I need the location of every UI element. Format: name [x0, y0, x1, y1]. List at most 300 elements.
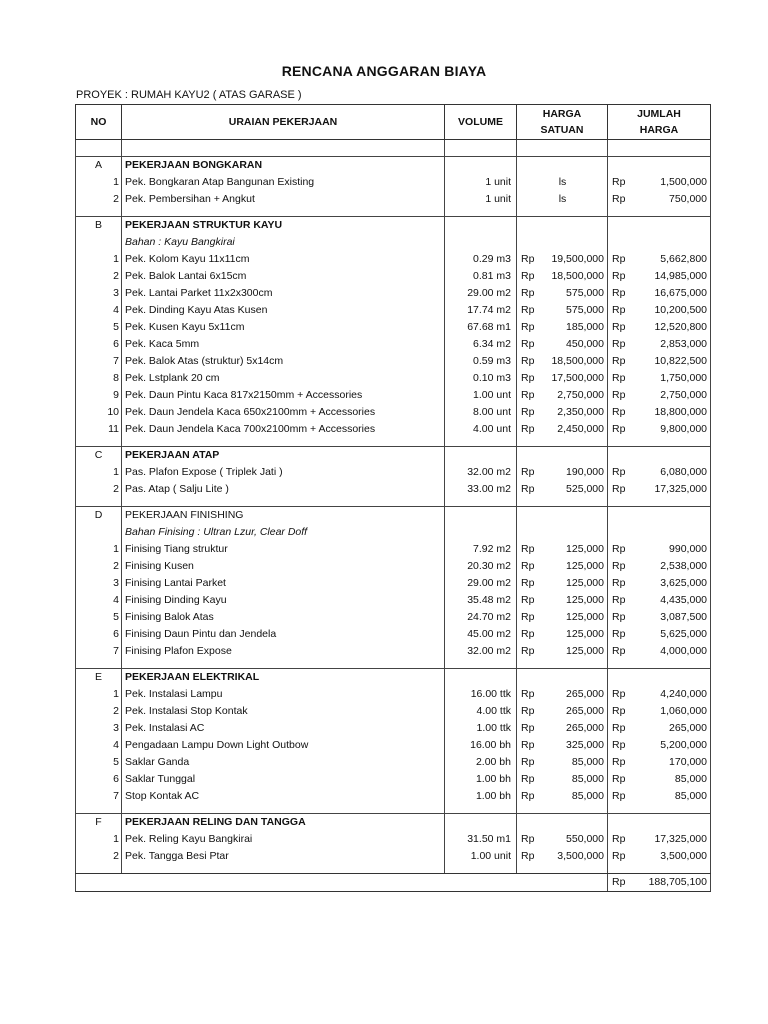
item-desc: Pek. Instalasi Lampu — [122, 686, 445, 703]
item-desc: Pek. Pembersihan + Angkut — [122, 191, 445, 208]
spacer-cell — [122, 498, 445, 507]
item-total — [608, 609, 711, 626]
table-row — [76, 626, 711, 643]
item-total — [608, 421, 711, 438]
item-total — [608, 575, 711, 592]
item-no: 8 — [76, 370, 122, 387]
section-title: PEKERJAAN FINISHING — [122, 507, 445, 525]
section-note: Bahan : Kayu Bangkirai — [122, 234, 445, 251]
spacer-cell — [608, 660, 711, 669]
unit-price-value: 85,000 — [571, 790, 604, 802]
total-value: 10,200,500 — [654, 304, 707, 316]
table-row — [76, 285, 711, 302]
item-unit-price — [517, 737, 608, 754]
item-desc: Finising Balok Atas — [122, 609, 445, 626]
section-row — [76, 507, 711, 525]
spacer-cell — [445, 140, 517, 149]
spacer-row — [76, 660, 711, 669]
total-value: 2,750,000 — [660, 389, 707, 401]
total-value: 5,662,800 — [660, 253, 707, 265]
currency-label: Rp — [521, 577, 535, 589]
item-desc: Pek. Daun Jendela Kaca 700x2100mm + Accessories — [122, 421, 445, 438]
section-code: F — [76, 814, 122, 832]
currency-label: Rp — [521, 645, 535, 657]
spacer-cell — [608, 498, 711, 507]
item-desc: Pek. Instalasi Stop Kontak — [122, 703, 445, 720]
currency-label: Rp — [521, 372, 535, 384]
currency-label: Rp — [612, 594, 626, 606]
currency-label: Rp — [612, 876, 626, 888]
item-volume: 33.00 m2 — [445, 481, 517, 498]
currency-label: Rp — [612, 253, 626, 265]
unit-price-value: ls — [558, 193, 567, 205]
item-unit-price — [517, 421, 608, 438]
item-no: 1 — [76, 831, 122, 848]
spacer-row — [76, 148, 711, 157]
spacer-cell — [517, 148, 608, 157]
empty-cell — [608, 669, 711, 687]
item-volume: 20.30 m2 — [445, 558, 517, 575]
section-note-row — [76, 524, 711, 541]
table-row — [76, 754, 711, 771]
item-total — [608, 737, 711, 754]
item-total — [608, 592, 711, 609]
item-no: 7 — [76, 643, 122, 660]
item-no: 3 — [76, 575, 122, 592]
currency-label: Rp — [612, 790, 626, 802]
item-desc: Pek. Dinding Kayu Atas Kusen — [122, 302, 445, 319]
spacer-cell — [122, 208, 445, 217]
document-title: RENCANA ANGGARAN BIAYA — [281, 63, 487, 79]
table-row — [76, 191, 711, 208]
total-value: 9,800,000 — [660, 423, 707, 435]
unit-price-value: 450,000 — [566, 338, 604, 350]
currency-label: Rp — [612, 423, 626, 435]
spacer-cell — [122, 660, 445, 669]
item-unit-price — [517, 558, 608, 575]
item-desc: Pas. Atap ( Salju Lite ) — [122, 481, 445, 498]
item-no: 5 — [76, 754, 122, 771]
item-desc: Pas. Plafon Expose ( Triplek Jati ) — [122, 464, 445, 481]
item-volume: 0.59 m3 — [445, 353, 517, 370]
total-value: 3,625,000 — [660, 577, 707, 589]
currency-label: Rp — [612, 705, 626, 717]
item-total — [608, 404, 711, 421]
table-row — [76, 353, 711, 370]
item-total — [608, 302, 711, 319]
table-row — [76, 703, 711, 720]
unit-price-value: 265,000 — [566, 722, 604, 734]
item-desc: Saklar Ganda — [122, 754, 445, 771]
item-total — [608, 191, 711, 208]
spacer-cell — [445, 148, 517, 157]
item-desc: Stop Kontak AC — [122, 788, 445, 805]
spacer-cell — [445, 805, 517, 814]
spacer-cell — [608, 805, 711, 814]
table-row — [76, 848, 711, 865]
item-volume: 1 unit — [445, 174, 517, 191]
item-unit-price — [517, 643, 608, 660]
item-no: 9 — [76, 387, 122, 404]
item-total — [608, 643, 711, 660]
currency-label: Rp — [612, 756, 626, 768]
section-row — [76, 447, 711, 465]
table-row — [76, 174, 711, 191]
section-code: B — [76, 217, 122, 235]
item-volume: 1 unit — [445, 191, 517, 208]
currency-label: Rp — [612, 287, 626, 299]
table-row — [76, 387, 711, 404]
item-no: 6 — [76, 626, 122, 643]
item-volume: 6.34 m2 — [445, 336, 517, 353]
spacer-row — [76, 805, 711, 814]
item-total — [608, 387, 711, 404]
item-unit-price — [517, 592, 608, 609]
unit-price-value: 265,000 — [566, 688, 604, 700]
item-total — [608, 720, 711, 737]
spacer-cell — [608, 865, 711, 874]
total-value: 4,000,000 — [660, 645, 707, 657]
unit-price-value: 17,500,000 — [551, 372, 604, 384]
empty-cell — [445, 669, 517, 687]
item-unit-price — [517, 481, 608, 498]
item-no: 11 — [76, 421, 122, 438]
total-value: 1,750,000 — [660, 372, 707, 384]
total-value: 1,500,000 — [660, 176, 707, 188]
currency-label: Rp — [521, 611, 535, 623]
item-unit-price — [517, 302, 608, 319]
spacer-cell — [76, 865, 122, 874]
item-volume: 24.70 m2 — [445, 609, 517, 626]
spacer-cell — [76, 438, 122, 447]
item-total — [608, 848, 711, 865]
spacer-cell — [122, 805, 445, 814]
item-desc: Pek. Instalasi AC — [122, 720, 445, 737]
spacer-row — [76, 865, 711, 874]
total-value: 85,000 — [674, 773, 707, 785]
item-desc: Pek. Balok Lantai 6x15cm — [122, 268, 445, 285]
empty-cell — [608, 157, 711, 175]
item-unit-price — [517, 831, 608, 848]
unit-price-value: 85,000 — [571, 756, 604, 768]
item-no: 1 — [76, 464, 122, 481]
item-desc: Pek. Lantai Parket 11x2x300cm — [122, 285, 445, 302]
currency-label: Rp — [521, 833, 535, 845]
item-volume: 1.00 bh — [445, 788, 517, 805]
item-volume: 29.00 m2 — [445, 575, 517, 592]
total-value: 2,538,000 — [660, 560, 707, 572]
section-title: PEKERJAAN STRUKTUR KAYU — [122, 217, 445, 235]
empty-cell — [517, 234, 608, 251]
item-unit-price — [517, 771, 608, 788]
section-row — [76, 217, 711, 235]
header-uraian: URAIAN PEKERJAAN — [122, 105, 445, 140]
section-row — [76, 669, 711, 687]
currency-label: Rp — [521, 389, 535, 401]
spacer-cell — [517, 140, 608, 149]
currency-label: Rp — [521, 560, 535, 572]
currency-label: Rp — [612, 722, 626, 734]
currency-label: Rp — [521, 483, 535, 495]
item-total — [608, 174, 711, 191]
item-volume: 35.48 m2 — [445, 592, 517, 609]
section-row — [76, 814, 711, 832]
item-total — [608, 268, 711, 285]
item-no: 5 — [76, 609, 122, 626]
item-unit-price — [517, 686, 608, 703]
item-no: 7 — [76, 353, 122, 370]
unit-price-value: 575,000 — [566, 304, 604, 316]
section-code: D — [76, 507, 122, 525]
total-value: 12,520,800 — [654, 321, 707, 333]
item-total — [608, 370, 711, 387]
spacer-cell — [445, 208, 517, 217]
spacer-cell — [608, 148, 711, 157]
currency-label: Rp — [612, 270, 626, 282]
item-unit-price — [517, 370, 608, 387]
item-desc: Finising Tiang struktur — [122, 541, 445, 558]
grand-total-row — [76, 874, 711, 892]
currency-label: Rp — [521, 355, 535, 367]
empty-cell — [517, 447, 608, 465]
section-note-row — [76, 234, 711, 251]
item-desc: Pek. Reling Kayu Bangkirai — [122, 831, 445, 848]
header-row — [76, 105, 711, 140]
item-unit-price — [517, 720, 608, 737]
currency-label: Rp — [521, 287, 535, 299]
item-no: 5 — [76, 319, 122, 336]
empty-cell — [608, 507, 711, 525]
empty-cell — [608, 447, 711, 465]
item-unit-price — [517, 848, 608, 865]
item-desc: Pek. Daun Jendela Kaca 650x2100mm + Accessories — [122, 404, 445, 421]
total-value: 1,060,000 — [660, 705, 707, 717]
item-total — [608, 754, 711, 771]
empty-cell — [517, 524, 608, 541]
item-total — [608, 703, 711, 720]
item-unit-price — [517, 788, 608, 805]
item-desc: Finising Kusen — [122, 558, 445, 575]
item-total — [608, 788, 711, 805]
empty-cell — [608, 217, 711, 235]
item-total — [608, 353, 711, 370]
item-no: 1 — [76, 174, 122, 191]
total-value: 5,200,000 — [660, 739, 707, 751]
unit-price-value: 190,000 — [566, 466, 604, 478]
currency-label: Rp — [612, 688, 626, 700]
section-title: PEKERJAAN RELING DAN TANGGA — [122, 814, 445, 832]
item-unit-price — [517, 353, 608, 370]
item-no: 1 — [76, 541, 122, 558]
section-code: E — [76, 669, 122, 687]
unit-price-value: 19,500,000 — [551, 253, 604, 265]
table-row — [76, 609, 711, 626]
empty-cell — [76, 524, 122, 541]
item-desc: Pengadaan Lampu Down Light Outbow — [122, 737, 445, 754]
unit-price-value: 265,000 — [566, 705, 604, 717]
total-value: 10,822,500 — [654, 355, 707, 367]
currency-label: Rp — [521, 543, 535, 555]
unit-price-value: 575,000 — [566, 287, 604, 299]
unit-price-value: 85,000 — [571, 773, 604, 785]
item-desc: Pek. Balok Atas (struktur) 5x14cm — [122, 353, 445, 370]
total-value: 14,985,000 — [654, 270, 707, 282]
grand-total — [608, 874, 711, 892]
currency-label: Rp — [612, 577, 626, 589]
item-total — [608, 464, 711, 481]
unit-price-value: 525,000 — [566, 483, 604, 495]
item-volume: 1.00 unit — [445, 848, 517, 865]
spacer-cell — [76, 660, 122, 669]
item-total — [608, 336, 711, 353]
empty-cell — [517, 507, 608, 525]
spacer-row — [76, 438, 711, 447]
currency-label: Rp — [612, 406, 626, 418]
unit-price-value: 125,000 — [566, 560, 604, 572]
item-desc: Finising Dinding Kayu — [122, 592, 445, 609]
currency-label: Rp — [612, 850, 626, 862]
item-total — [608, 771, 711, 788]
currency-label: Rp — [612, 372, 626, 384]
table-row — [76, 541, 711, 558]
table-row — [76, 788, 711, 805]
currency-label: Rp — [521, 423, 535, 435]
item-volume: 17.74 m2 — [445, 302, 517, 319]
spacer-cell — [122, 865, 445, 874]
spacer-cell — [76, 498, 122, 507]
item-no: 2 — [76, 191, 122, 208]
item-unit-price — [517, 191, 608, 208]
currency-label: Rp — [612, 338, 626, 350]
item-volume: 16.00 ttk — [445, 686, 517, 703]
currency-label: Rp — [612, 466, 626, 478]
item-unit-price — [517, 609, 608, 626]
header-harga-satuan: HARGA SATUAN — [517, 105, 608, 140]
total-value: 3,500,000 — [660, 850, 707, 862]
total-value: 17,325,000 — [654, 483, 707, 495]
item-volume: 31.50 m1 — [445, 831, 517, 848]
table-row — [76, 336, 711, 353]
currency-label: Rp — [612, 355, 626, 367]
section-title: PEKERJAAN BONGKARAN — [122, 157, 445, 175]
item-no: 7 — [76, 788, 122, 805]
table-body — [76, 140, 711, 892]
table-row — [76, 831, 711, 848]
currency-label: Rp — [521, 594, 535, 606]
section-row — [76, 157, 711, 175]
table-row — [76, 575, 711, 592]
spacer-cell — [517, 498, 608, 507]
currency-label: Rp — [612, 833, 626, 845]
section-title: PEKERJAAN ATAP — [122, 447, 445, 465]
unit-price-value: 18,500,000 — [551, 355, 604, 367]
item-total — [608, 626, 711, 643]
section-title: PEKERJAAN ELEKTRIKAL — [122, 669, 445, 687]
item-unit-price — [517, 575, 608, 592]
item-volume: 32.00 m2 — [445, 643, 517, 660]
item-total — [608, 481, 711, 498]
table-row — [76, 370, 711, 387]
item-no: 2 — [76, 481, 122, 498]
project-label: PROYEK : RUMAH KAYU2 ( ATAS GARASE ) — [76, 89, 302, 101]
total-value: 5,625,000 — [660, 628, 707, 640]
spacer-cell — [517, 208, 608, 217]
item-volume: 4.00 unt — [445, 421, 517, 438]
table-row — [76, 421, 711, 438]
header-jumlah-harga: JUMLAH HARGA — [608, 105, 711, 140]
currency-label: Rp — [521, 688, 535, 700]
currency-label: Rp — [612, 543, 626, 555]
item-total — [608, 831, 711, 848]
item-no: 4 — [76, 302, 122, 319]
unit-price-value: 125,000 — [566, 645, 604, 657]
currency-label: Rp — [521, 850, 535, 862]
empty-cell — [517, 814, 608, 832]
table-row — [76, 771, 711, 788]
spacer-cell — [76, 805, 122, 814]
item-no: 3 — [76, 720, 122, 737]
item-no: 2 — [76, 703, 122, 720]
unit-price-value: 2,750,000 — [557, 389, 604, 401]
item-no: 6 — [76, 771, 122, 788]
item-no: 10 — [76, 404, 122, 421]
spacer-cell — [608, 140, 711, 149]
item-unit-price — [517, 626, 608, 643]
item-unit-price — [517, 754, 608, 771]
spacer-cell — [76, 140, 122, 149]
spacer-cell — [517, 865, 608, 874]
total-value: 85,000 — [674, 790, 707, 802]
spacer-cell — [517, 660, 608, 669]
table-row — [76, 592, 711, 609]
currency-label: Rp — [521, 628, 535, 640]
currency-label: Rp — [521, 739, 535, 751]
section-code: C — [76, 447, 122, 465]
total-value: 17,325,000 — [654, 833, 707, 845]
item-total — [608, 251, 711, 268]
item-no: 1 — [76, 251, 122, 268]
item-volume: 4.00 ttk — [445, 703, 517, 720]
currency-label: Rp — [612, 628, 626, 640]
section-code: A — [76, 157, 122, 175]
item-desc: Pek. Lstplank 20 cm — [122, 370, 445, 387]
item-desc: Pek. Kusen Kayu 5x11cm — [122, 319, 445, 336]
item-volume: 0.10 m3 — [445, 370, 517, 387]
currency-label: Rp — [612, 321, 626, 333]
spacer-cell — [76, 208, 122, 217]
item-desc: Pek. Daun Pintu Kaca 817x2150mm + Accessories — [122, 387, 445, 404]
currency-label: Rp — [612, 739, 626, 751]
spacer-cell — [122, 148, 445, 157]
spacer-cell — [445, 865, 517, 874]
empty-cell — [445, 447, 517, 465]
unit-price-value: ls — [558, 176, 567, 188]
currency-label: Rp — [521, 253, 535, 265]
total-value: 16,675,000 — [654, 287, 707, 299]
unit-price-value: 3,500,000 — [557, 850, 604, 862]
unit-price-value: 125,000 — [566, 594, 604, 606]
empty-cell — [76, 234, 122, 251]
item-unit-price — [517, 319, 608, 336]
item-no: 2 — [76, 268, 122, 285]
item-unit-price — [517, 285, 608, 302]
empty-cell — [517, 217, 608, 235]
item-total — [608, 319, 711, 336]
total-value: 170,000 — [669, 756, 707, 768]
total-value: 18,800,000 — [654, 406, 707, 418]
currency-label: Rp — [521, 304, 535, 316]
spacer-cell — [122, 438, 445, 447]
